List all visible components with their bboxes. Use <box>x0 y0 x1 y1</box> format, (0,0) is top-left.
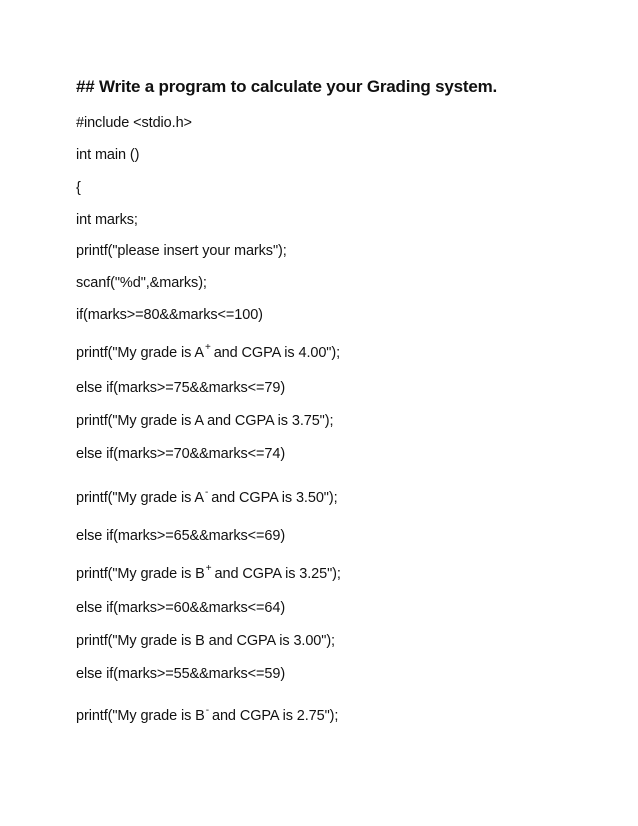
code-line <box>76 528 289 544</box>
superscript: + <box>204 342 211 353</box>
code-line <box>76 380 289 396</box>
code-line-text: int main () <box>76 147 140 163</box>
code-line-text: printf("My grade is A <box>76 490 204 506</box>
code-line-text: else if(marks>=70&&marks<=74) <box>76 446 286 462</box>
superscript: - <box>204 487 209 498</box>
code-line <box>76 563 341 582</box>
code-line-text: scanf("%d",&marks); <box>76 275 207 291</box>
code-line <box>76 243 291 259</box>
code-line-text: else if(marks>=60&&marks<=64) <box>76 600 286 616</box>
code-line-text-after: and CGPA is 3.50"); <box>211 490 338 506</box>
code-line <box>76 666 289 682</box>
code-line <box>76 633 339 649</box>
code-line-text: printf("My grade is A and CGPA is 3.75"); <box>76 413 334 429</box>
code-line-text-after: and CGPA is 3.25"); <box>214 566 341 582</box>
code-line-text: printf("My grade is B <box>76 708 205 724</box>
code-line-text: { <box>76 180 81 196</box>
code-line-text-after: and CGPA is 2.75"); <box>212 708 339 724</box>
superscript: - <box>205 705 209 716</box>
code-line-text: if(marks>=80&&marks<=100) <box>76 307 263 323</box>
code-line-text: else if(marks>=65&&marks<=69) <box>76 528 286 544</box>
code-line-text: printf("My grade is A <box>76 345 204 361</box>
code-line-text: printf("My grade is B and CGPA is 3.00"); <box>76 633 335 649</box>
code-line <box>76 342 341 361</box>
code-line <box>76 307 267 323</box>
document-title: ## Write a program to calculate your Grading system. <box>76 77 498 96</box>
code-line <box>76 115 196 131</box>
code-line <box>76 705 339 724</box>
code-line-text: int marks; <box>76 212 138 228</box>
superscript: + <box>205 563 212 574</box>
code-line-text: #include <stdio.h> <box>76 115 192 131</box>
code-line-text: printf("please insert your marks"); <box>76 243 287 259</box>
code-line <box>76 275 211 291</box>
code-line-text: else if(marks>=75&&marks<=79) <box>76 380 286 396</box>
code-line <box>76 147 143 163</box>
code-line-text: else if(marks>=55&&marks<=59) <box>76 666 286 682</box>
code-line <box>76 212 142 228</box>
code-line <box>76 413 337 429</box>
code-line <box>76 180 85 196</box>
code-line-text-after: and CGPA is 4.00"); <box>213 345 341 361</box>
code-line <box>76 446 289 462</box>
code-line <box>76 487 338 506</box>
code-line <box>76 600 289 616</box>
code-line-text: printf("My grade is B <box>76 566 205 582</box>
